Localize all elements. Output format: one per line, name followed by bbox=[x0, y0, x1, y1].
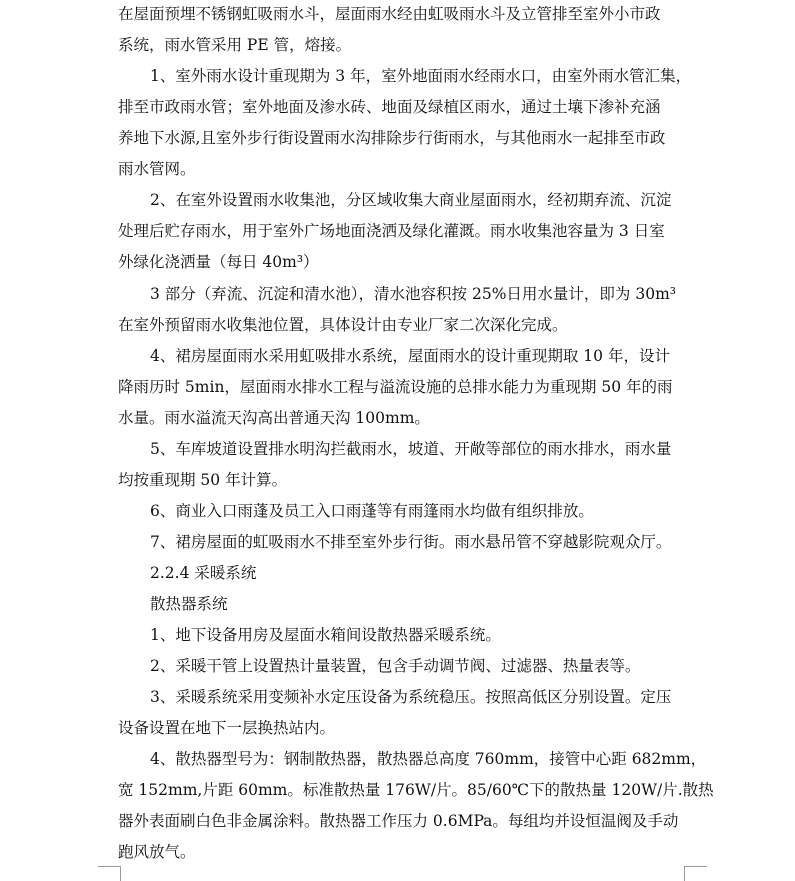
text-line: 跑风放气。 bbox=[118, 843, 196, 861]
text-line: 排至市政雨水管；室外地面及渗水砖、地面及绿植区雨水，通过土壤下渗补充涵 bbox=[118, 98, 661, 116]
section-heading-heating bbox=[118, 558, 688, 589]
text-line: 养地下水源,且室外步行街设置雨水沟排除步行街雨水，与其他雨水一起排至市政 bbox=[118, 129, 666, 147]
text-line: 宽 152mm,片距 60mm。标准散热量 176W/片。85/60℃下的散热量 120W/片.散热 bbox=[118, 781, 714, 799]
paragraph-heating-3 bbox=[118, 682, 688, 744]
paragraph-heating-4 bbox=[118, 744, 714, 868]
text-line: 水量。雨水溢流天沟高出普通天沟 100mm。 bbox=[118, 409, 430, 427]
paragraph-roof-siphon bbox=[118, 0, 688, 61]
text-line: 2、在室外设置雨水收集池，分区域收集大商业屋面雨水，经初期弃流、沉淀 bbox=[150, 191, 672, 209]
text-line: 器外表面刷白色非金属涂料。散热器工作压力 0.6MPa。每组均并设恒温阀及手动 bbox=[118, 812, 679, 830]
text-line: 3、采暖系统采用变频补水定压设备为系统稳压。按照高低区分别设置。定压 bbox=[150, 688, 672, 706]
heading-text: 2.2.4 采暖系统 bbox=[150, 564, 257, 582]
text-line: 在室外预留雨水收集池位置，具体设计由专业厂家二次深化完成。 bbox=[118, 316, 568, 334]
text-line: 5、车库坡道设置排水明沟拦截雨水，坡道、开敞等部位的雨水排水，雨水量 bbox=[150, 440, 672, 458]
text-line: 1、地下设备用房及屋面水箱间设散热器采暖系统。 bbox=[150, 626, 501, 644]
subheading-text: 散热器系统 bbox=[150, 595, 228, 613]
paragraph-heating-1 bbox=[118, 620, 688, 651]
text-line: 外绿化浇洒量（每日 40m³） bbox=[118, 253, 319, 271]
subheading-radiator-system bbox=[118, 589, 688, 620]
text-line: 4、裙房屋面雨水采用虹吸排水系统，屋面雨水的设计重现期取 10 年，设计 bbox=[150, 347, 670, 365]
text-line: 6、商业入口雨蓬及员工入口雨蓬等有雨篷雨水均做有组织排放。 bbox=[150, 502, 594, 520]
paragraph-item-7 bbox=[118, 527, 688, 558]
paragraph-item-2 bbox=[118, 185, 688, 278]
paragraph-item-3 bbox=[118, 279, 688, 341]
text-line: 3 部分（弃流、沉淀和清水池），清水池容积按 25%日用水量计，即为 30m³ bbox=[150, 285, 676, 303]
text-line: 4、散热器型号为：钢制散热器，散热器总高度 760mm，接管中心距 682mm， bbox=[150, 750, 707, 768]
text-line: 系统，雨水管采用 PE 管，熔接。 bbox=[118, 36, 352, 54]
text-line: 雨水管网。 bbox=[118, 160, 196, 178]
text-line: 1、室外雨水设计重现期为 3 年，室外地面雨水经雨水口，由室外雨水管汇集， bbox=[150, 67, 692, 85]
paragraph-item-1 bbox=[118, 61, 692, 185]
text-line: 在屋面预埋不锈钢虹吸雨水斗，屋面雨水经由虹吸雨水斗及立管排至室外小市政 bbox=[118, 5, 661, 23]
paragraph-item-6 bbox=[118, 496, 688, 527]
paragraph-item-5 bbox=[118, 434, 688, 496]
text-line: 均按重现期 50 年计算。 bbox=[118, 471, 288, 489]
text-line: 处理后贮存雨水，用于室外广场地面浇洒及绿化灌溉。雨水收集池容量为 3 日室 bbox=[118, 222, 665, 240]
text-line: 降雨历时 5min，屋面雨水排水工程与溢流设施的总排水能力为重现期 50 年的雨 bbox=[118, 378, 673, 396]
paragraph-heating-2 bbox=[118, 651, 688, 682]
text-line: 7、裙房屋面的虹吸雨水不排至室外步行街。雨水悬吊管不穿越影院观众厅。 bbox=[150, 533, 672, 551]
paragraph-item-4 bbox=[118, 341, 688, 434]
text-line: 设备设置在地下一层换热站内。 bbox=[118, 719, 336, 737]
text-line: 2、采暖干管上设置热计量装置，包含手动调节阀、过滤器、热量表等。 bbox=[150, 657, 641, 675]
